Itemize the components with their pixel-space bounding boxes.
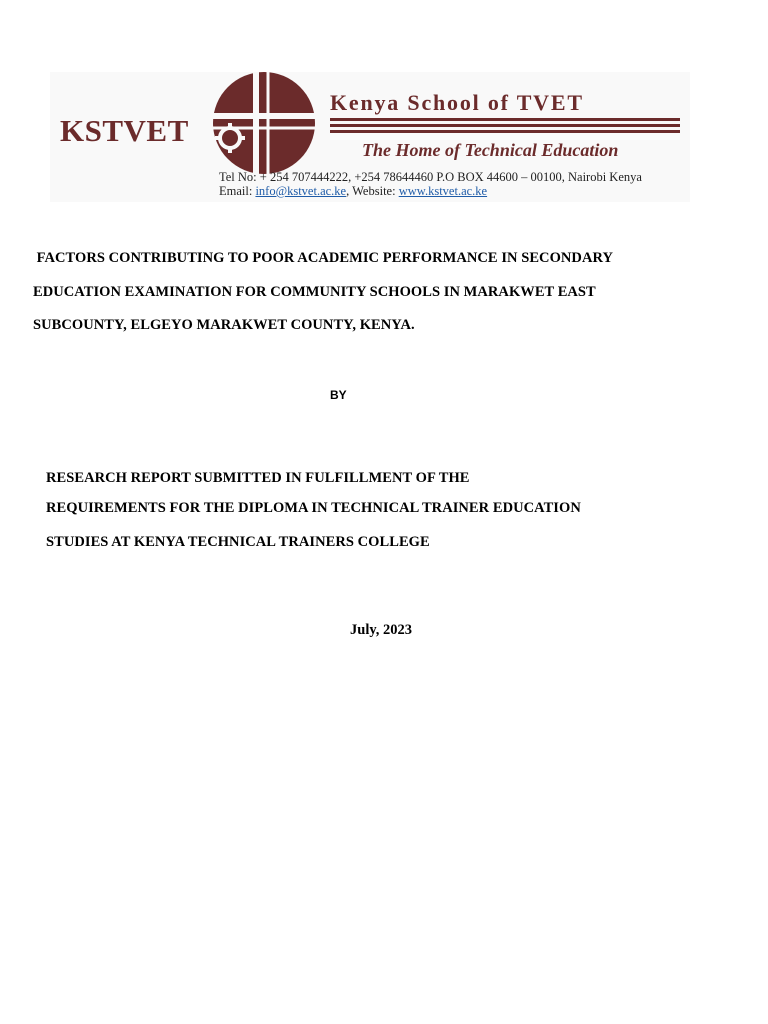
- org-name: Kenya School of TVET: [330, 90, 584, 115]
- email-label: Email:: [219, 184, 256, 198]
- email-link[interactable]: info@kstvet.ac.ke: [255, 184, 347, 198]
- contact-line: Tel No: + 254 707444222, +254 78644460 P.O BOX 44600 – 00100, Nairobi Kenya: [219, 170, 642, 184]
- submission-line: STUDIES AT KENYA TECHNICAL TRAINERS COLLEGE: [46, 534, 430, 550]
- header-stripe: [330, 124, 680, 127]
- title-line: SUBCOUNTY, ELGEYO MARAKWET COUNTY, KENYA.: [33, 317, 415, 333]
- email-website-line: [219, 184, 487, 199]
- website-link[interactable]: www.kstvet.ac.ke: [398, 184, 488, 198]
- header-stripe: [330, 118, 680, 121]
- kstvet-emblem-icon: [204, 72, 328, 174]
- submission-line: RESEARCH REPORT SUBMITTED IN FULFILLMENT OF THE: [46, 470, 470, 486]
- logo-acronym: KSTVET: [60, 113, 189, 148]
- author-by-label: BY: [330, 388, 347, 402]
- header-stripe: [330, 130, 680, 133]
- title-line: EDUCATION EXAMINATION FOR COMMUNITY SCHOOLS IN MARAKWET EAST: [33, 284, 596, 300]
- website-label: , Website:: [346, 184, 399, 198]
- tagline: The Home of Technical Education: [362, 140, 619, 160]
- report-date: July, 2023: [350, 622, 413, 638]
- title-line: FACTORS CONTRIBUTING TO POOR ACADEMIC PERFORMANCE IN SECONDARY: [33, 250, 614, 266]
- submission-line: REQUIREMENTS FOR THE DIPLOMA IN TECHNICAL TRAINER EDUCATION: [46, 500, 581, 516]
